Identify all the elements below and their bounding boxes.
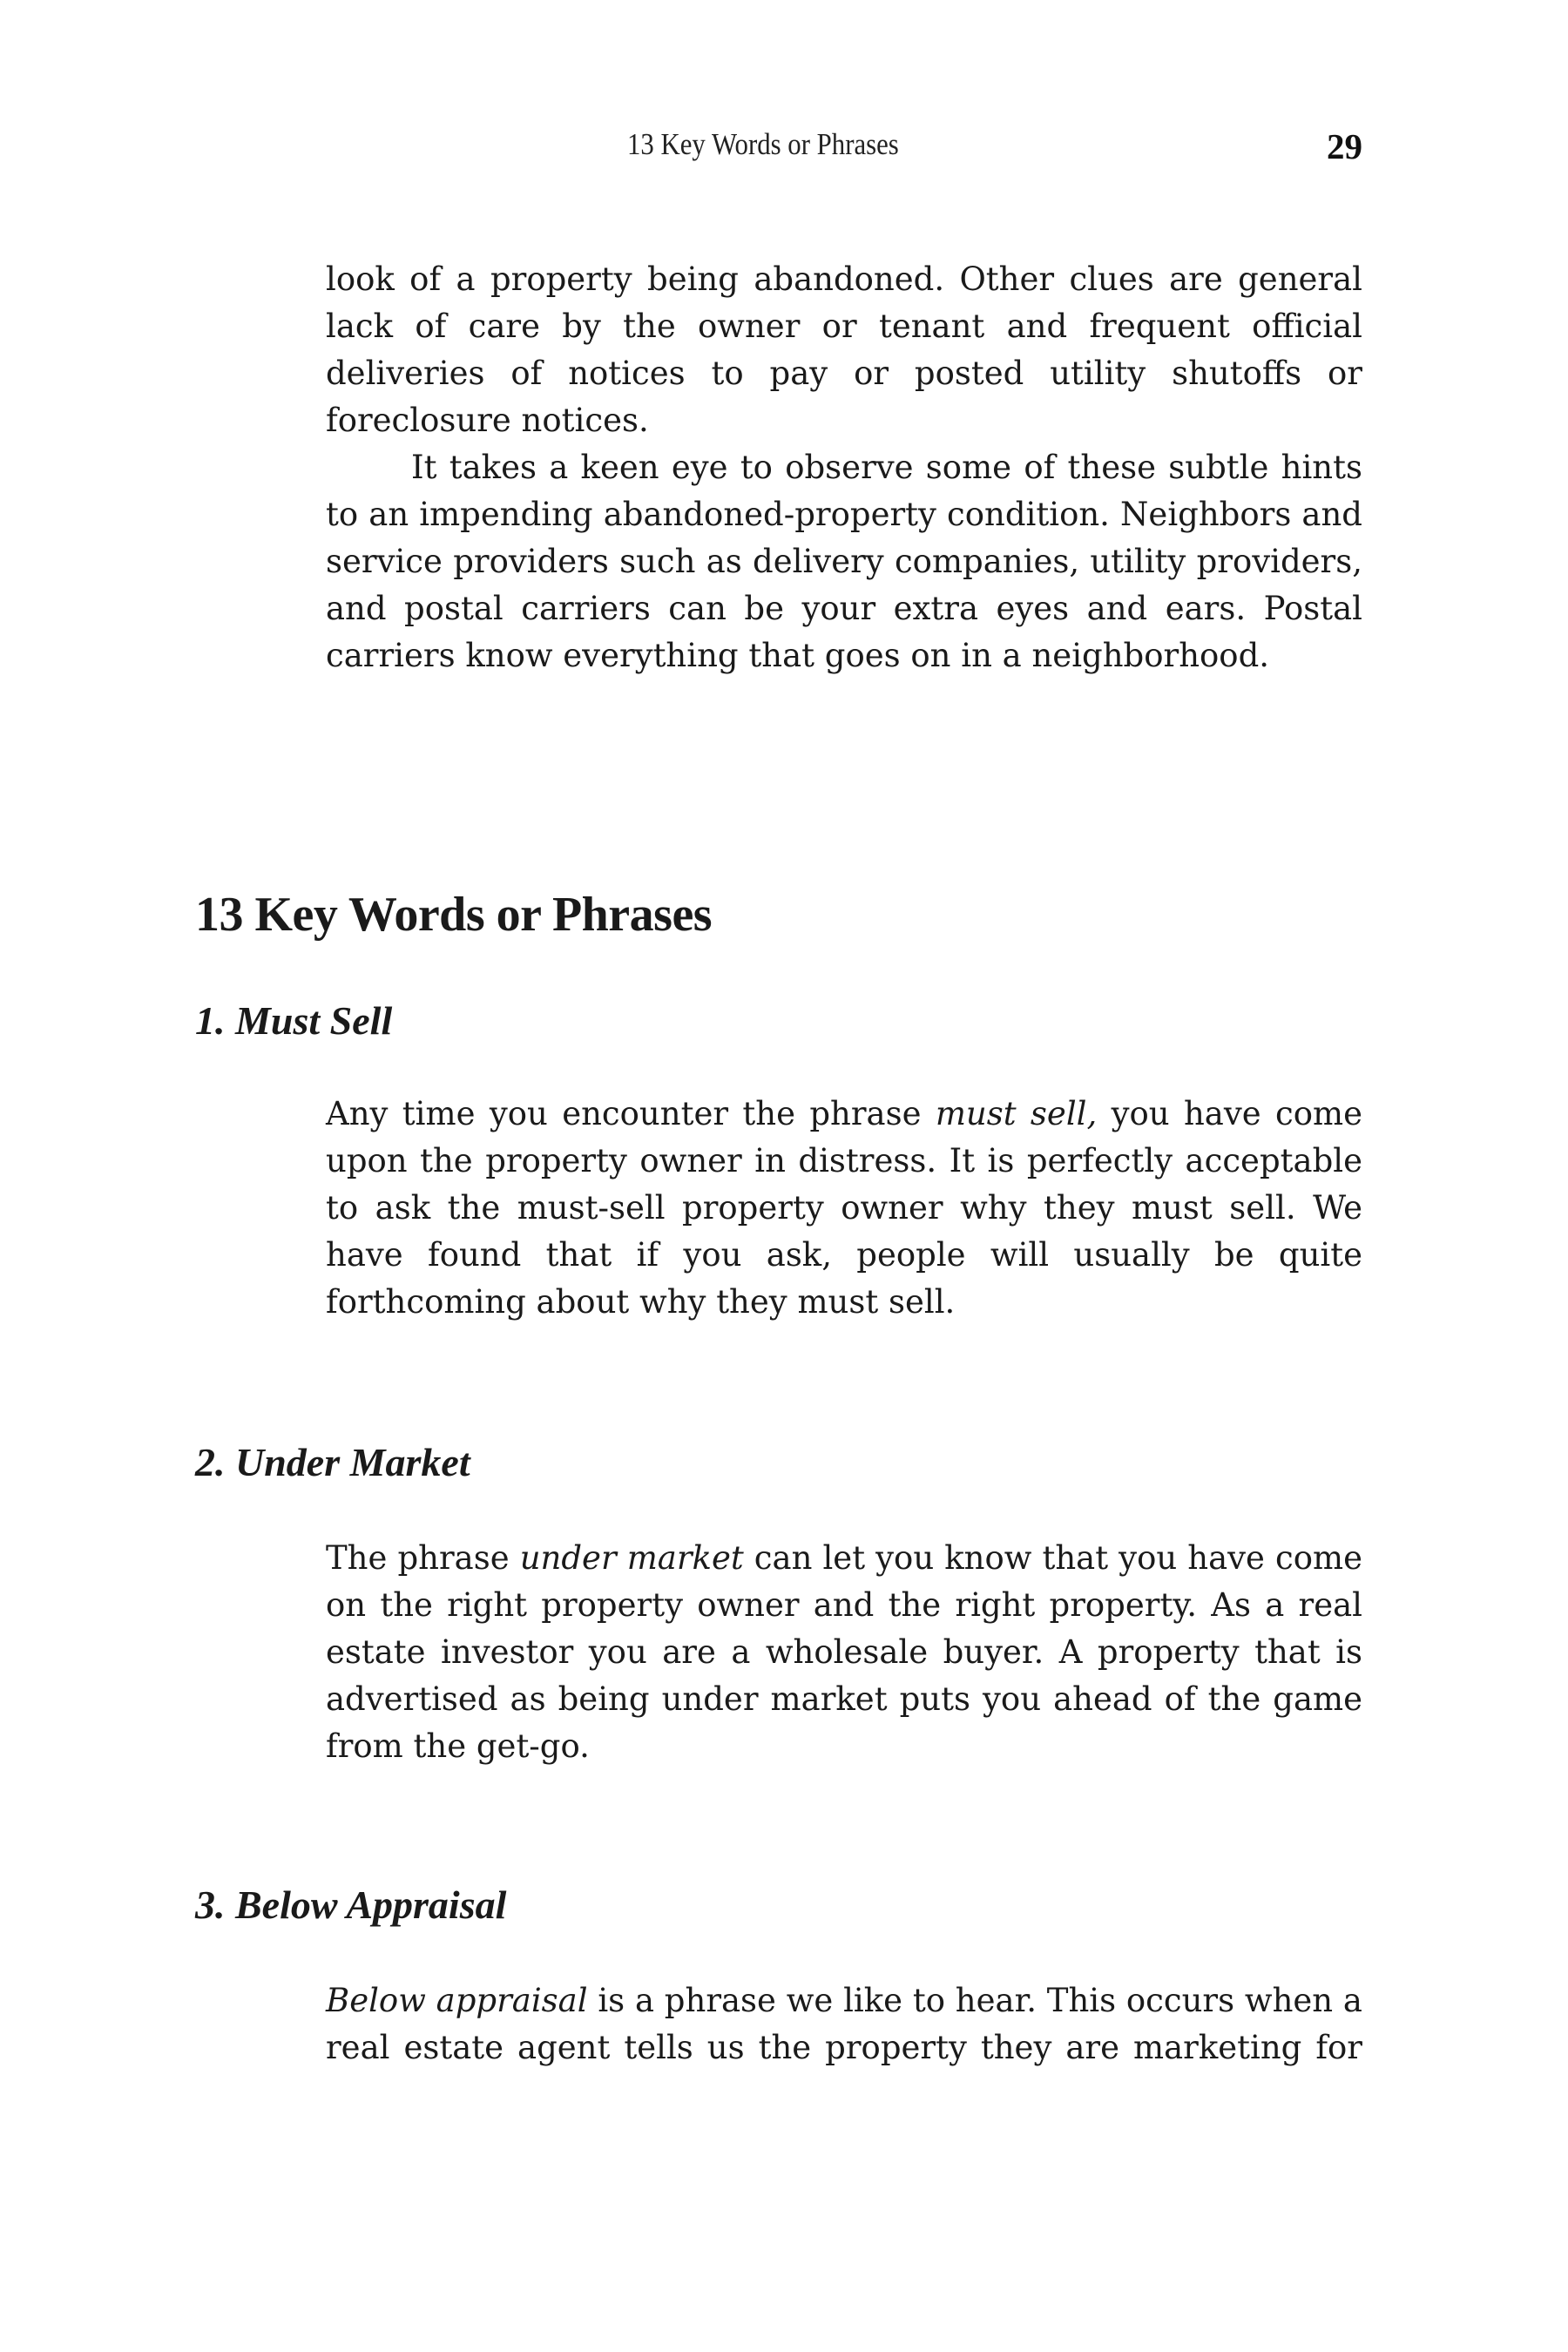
item-heading-must-sell: 1. Must Sell [195, 998, 393, 1043]
running-header: 13 Key Words or Phrases [627, 127, 899, 161]
item-paragraph-must-sell [326, 1091, 1362, 1326]
item-lead-text: The phrase [326, 1539, 520, 1577]
item-body-text: can let you know that you have come on the right property owner and the right property. As a real estate investor you are a wholesale buyer. A property that is advertised as being under market puts you ahead of the game from the get-go. [326, 1539, 1362, 1765]
intro-paragraph-1: look of a property being abandoned. Other clues are general lack of care by the owner or tenant and frequent official deliveries of notices to pay or posted utility shutoffs or foreclosure notices. [326, 260, 1362, 439]
item-body-text: is a phrase we like to hear. This occurs when a real estate agent tells us the property they are marketing for [326, 1982, 1362, 2066]
item-paragraph-under-market [326, 1535, 1362, 1770]
page-number: 29 [1327, 126, 1362, 166]
item-lead-text: Any time you encounter the phrase [326, 1095, 936, 1132]
item-key-phrase: under market [519, 1539, 744, 1577]
item-heading-under-market: 2. Under Market [195, 1440, 470, 1484]
item-key-phrase: must sell, [935, 1095, 1098, 1132]
item-body-text: you have come upon the property owner in distress. It is perfectly acceptable to ask the must-sell property owner why they must sell. We have found that if you ask, people will usually be quite forthcoming about why they must sell. [326, 1095, 1362, 1321]
item-heading-below-appraisal: 3. Below Appraisal [195, 1882, 507, 1927]
intro-paragraph-2: It takes a keen eye to observe some of these subtle hints to an impending abandoned-property condition. Neighbors and service providers such as delivery companies, utility providers, and postal carriers can be your extra eyes and ears. Postal carriers know everything that goes on in a neighborhood. [326, 449, 1362, 674]
item-key-phrase: Below appraisal [326, 1982, 588, 2019]
section-heading: 13 Key Words or Phrases [195, 888, 713, 942]
item-paragraph-below-appraisal [326, 1977, 1362, 2072]
